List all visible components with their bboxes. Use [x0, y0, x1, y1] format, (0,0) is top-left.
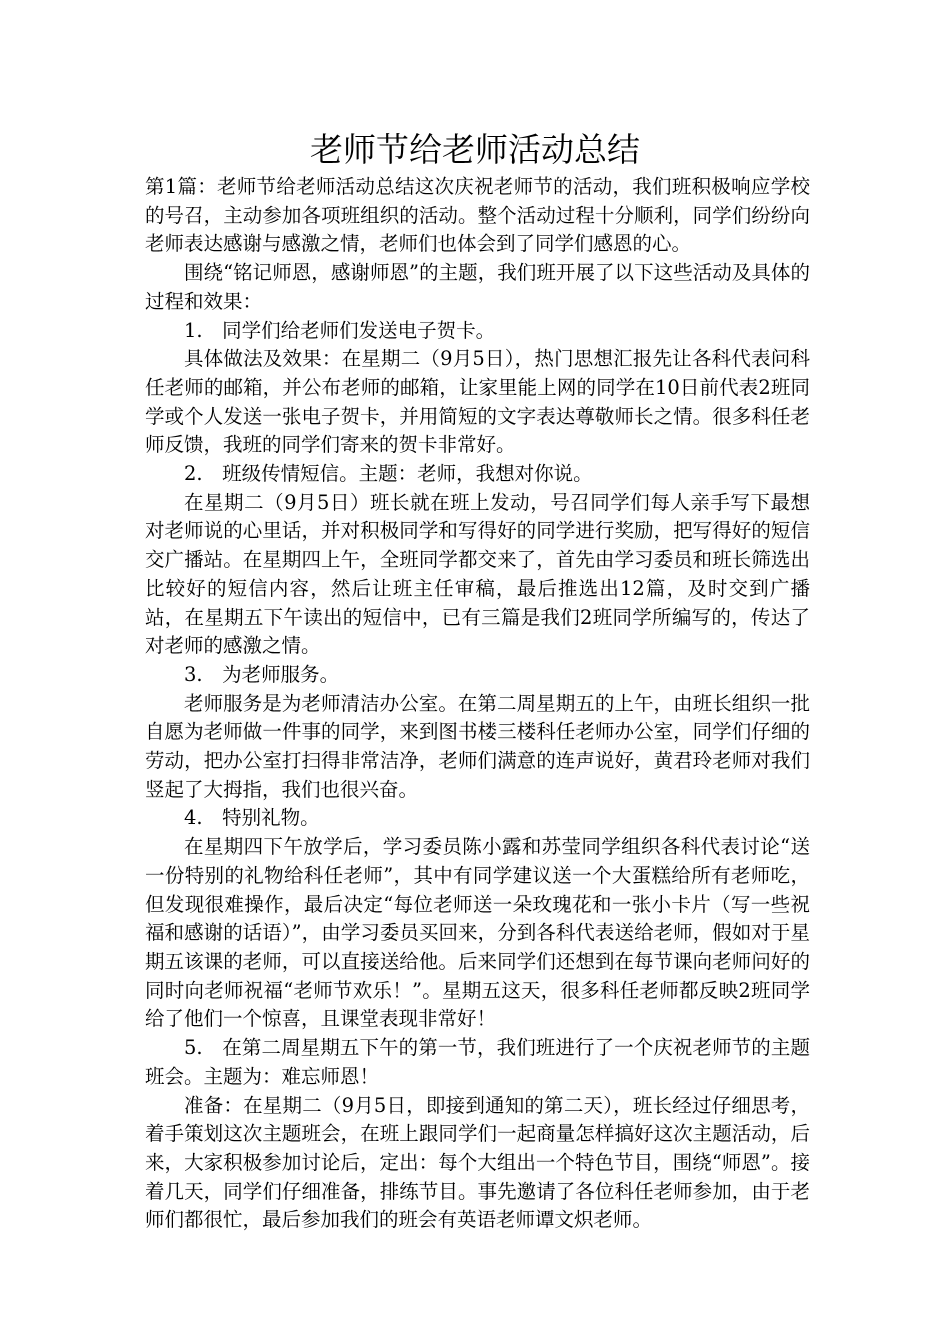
- paragraph-item-2: 在星期二（9月5日）班长就在班上发动，号召同学们每人亲手写下最想对老师说的心里话，并对积极同学和写得好的同学进行奖励，把写得好的短信交广播站。在星期四上午，全班同学都交来了，首先由学习委员和班长筛选出比较好的短信内容，然后让班主任审稿，最后推选出12篇，及时交到广播站，在星期五下午读出的短信中，已有三篇是我们2班同学所编写的，传达了对老师的感激之情。: [145, 490, 810, 658]
- item-heading-3: 3. 为老师服务。: [184, 662, 340, 686]
- document-title: 老师节给老师活动总结: [310, 130, 640, 169]
- paragraph-item-4: 在星期四下午放学后，学习委员陈小露和苏莹同学组织各科代表讨论“送一份特别的礼物给科任老师”，其中有同学建议送一个大蛋糕给所有老师吃，但发现很难操作，最后决定“每位老师送一朵玫瑰花和一张小卡片（写一些祝福和感谢的话语）”，由学习委员买回来，分到各科代表送给老师，假如对于星期五该课的老师，可以直接送给他。后来同学们还想到在每节课向老师问好的同时向老师祝福“老师节欢乐！”。星期五这天，很多科任老师都反映2班同学给了他们一个惊喜，且课堂表现非常好！: [145, 835, 810, 1031]
- paragraph-preparation: 准备：在星期二（9月5日，即接到通知的第二天），班长经过仔细思考，着手策划这次主题班会，在班上跟同学们一起商量怎样搞好这次主题活动，后来，大家积极参加讨论后，定出：每个大组出一个特色节目，围绕“师恩”。接着几天，同学们仔细准备，排练节目。事先邀请了各位科任老师参加，由于老师们都很忙，最后参加我们的班会有英语老师谭文炽老师。: [145, 1093, 810, 1232]
- item-heading-4: 4. 特别礼物。: [184, 806, 320, 830]
- item-heading-5: 5. 在第二周星期五下午的第一节，我们班进行了一个庆祝老师节的主题班会。主题为：难忘师恩！: [145, 1036, 810, 1088]
- document-body: [145, 173, 810, 1235]
- paragraph-item-3: 老师服务是为老师清洁办公室。在第二周星期五的上午，由班长组织一批自愿为老师做一件事的同学，来到图书楼三楼科任老师办公室，同学们仔细的劳动，把办公室打扫得非常洁净，老师们满意的连声说好，黄君玲老师对我们竖起了大拇指，我们也很兴奋。: [145, 691, 810, 801]
- paragraph-item-1: 具体做法及效果：在星期二（9月5日），热门思想汇报先让各科代表问科任老师的邮箱，并公布老师的邮箱，让家里能上网的同学在10日前代表2班同学或个人发送一张电子贺卡，并用简短的文字表达尊敬师长之情。很多科任老师反馈，我班的同学们寄来的贺卡非常好。: [145, 347, 810, 457]
- item-heading-2: 2. 班级传情短信。主题：老师，我想对你说。: [184, 462, 593, 486]
- paragraph-intro: 第1篇：老师节给老师活动总结这次庆祝老师节的活动，我们班积极响应学校的号召，主动参加各项班组织的活动。整个活动过程十分顺利，同学们纷纷向老师表达感谢与感激之情，老师们也体会到了同学们感恩的心。: [145, 175, 810, 256]
- paragraph-theme: 围绕“铭记师恩，感谢师恩”的主题，我们班开展了以下这些活动及具体的过程和效果：: [145, 261, 810, 313]
- item-heading-1: 1. 同学们给老师们发送电子贺卡。: [184, 318, 496, 342]
